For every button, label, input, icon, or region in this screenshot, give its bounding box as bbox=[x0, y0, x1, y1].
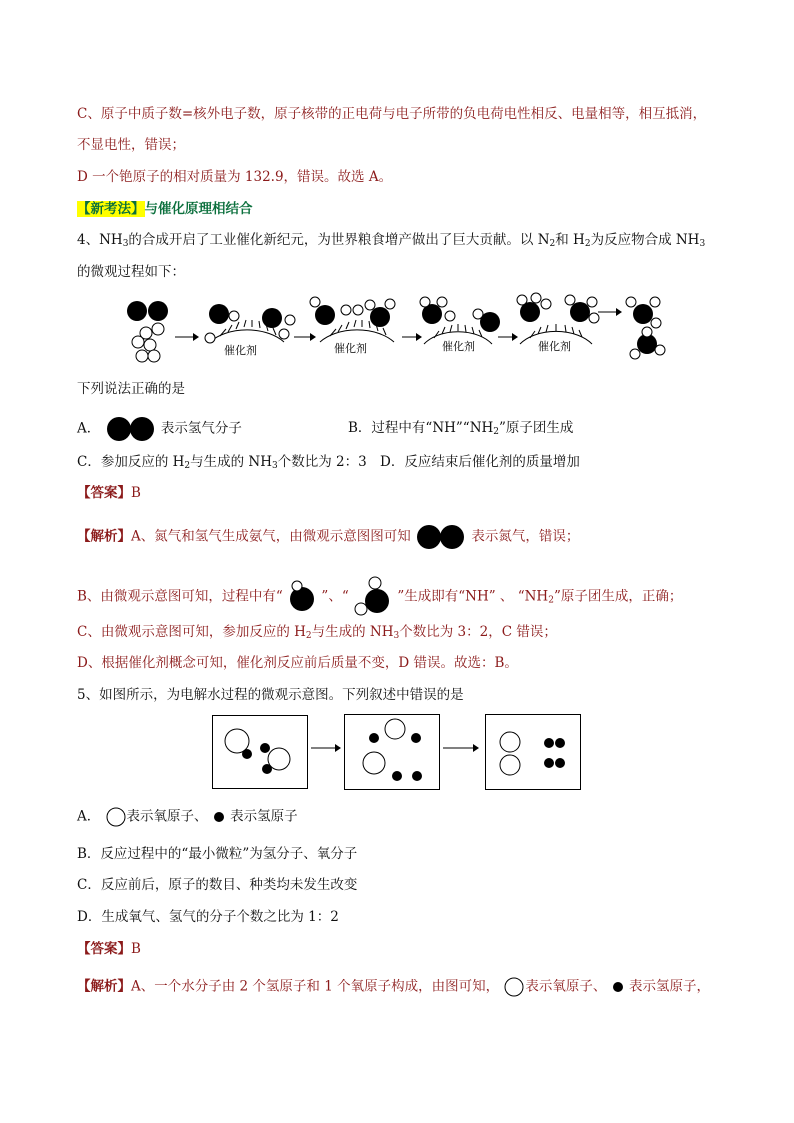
q5-arrow-1 bbox=[311, 742, 341, 754]
q4-explanation-c: C、由微观示意图可知，参加反应的 $H_2$与生成的 $NH_3$个数比为 3：2，C 错误； bbox=[77, 624, 557, 641]
catalyst-label-4: 催化剂 bbox=[538, 340, 571, 353]
arrow-1 bbox=[175, 333, 199, 341]
nh2-group-icon bbox=[353, 575, 393, 619]
q4-answer: 【答案】B bbox=[77, 485, 141, 501]
q4-explanation-d: D、根据催化剂概念可知，催化剂反应前后质量不变，D 错误。故选：B。 bbox=[77, 655, 518, 671]
oxygen-atom-icon bbox=[503, 976, 525, 998]
catalyst-stage-5 bbox=[517, 293, 599, 344]
arrow-5 bbox=[598, 308, 622, 316]
q4-option-c[interactable]: C．参加反应的 $H_2$与生成的 $NH_3$个数比为 2：3 bbox=[77, 454, 367, 471]
option-c-explanation-line2: 不显电性，错误； bbox=[77, 137, 185, 153]
catalyst-label-1: 催化剂 bbox=[224, 344, 257, 357]
q5-option-b[interactable]: B．反应过程中的“最小微粒”为氢分子、氧分子 bbox=[77, 846, 358, 862]
n2-molecule-icon bbox=[415, 522, 467, 552]
q5-arrow-2 bbox=[443, 742, 479, 754]
q5-option-c[interactable]: C．反应前后，原子的数目、种类均未发生改变 bbox=[77, 877, 358, 893]
arrow-4 bbox=[498, 333, 518, 341]
q5-explanation-a: 【解析】A、一个水分子由 2 个氢原子和 1 个氧原子构成，由图可知， 表示氧原子、 表示氢原子， bbox=[77, 976, 710, 998]
q5-stem: 5、如图所示，为电解水过程的微观示意图。下列叙述中错误的是 bbox=[77, 687, 464, 703]
catalyst-stage-3 bbox=[310, 297, 395, 342]
option-c-explanation-line1: C、原子中质子数=核外电子数，原子核带的正电荷与电子所带的负电荷电性相反、电量相等，相互抵消， bbox=[77, 106, 707, 122]
q5-option-d[interactable]: D．生成氧气、氢气的分子个数之比为 1：2 bbox=[77, 909, 339, 925]
oxygen-atom-icon bbox=[105, 806, 127, 828]
section-title: 与催化原理相结合 bbox=[144, 201, 253, 217]
q4-option-b[interactable]: B．过程中有“$NH”“NH_2$”原子团生成 bbox=[348, 420, 574, 437]
q4-prompt: 下列说法正确的是 bbox=[77, 381, 185, 397]
arrow-3 bbox=[402, 333, 422, 341]
q5-option-a[interactable]: A． 表示氧原子、 表示氢原子 bbox=[77, 806, 298, 828]
hydrogen-atom-icon bbox=[212, 810, 226, 824]
option-d-explanation: D 一个铯原子的相对质量为 132.9，错误。故选 A。 bbox=[77, 169, 393, 185]
arrow-2 bbox=[294, 333, 316, 341]
catalyst-label-2: 催化剂 bbox=[334, 342, 367, 355]
water-molecules-box bbox=[212, 715, 308, 789]
catalyst-stage-4 bbox=[420, 297, 500, 344]
q4-reaction-diagram bbox=[120, 292, 680, 364]
q5-answer: 【答案】B bbox=[77, 941, 141, 957]
separated-atoms-box bbox=[344, 714, 440, 790]
nh-group-icon bbox=[287, 580, 317, 614]
section-heading bbox=[77, 199, 253, 219]
catalyst-stage-2 bbox=[205, 304, 295, 343]
reactant-molecules bbox=[127, 301, 168, 362]
q4-option-a[interactable]: A． 表示氢气分子 bbox=[77, 415, 242, 443]
new-method-tag: 【新考法】 bbox=[77, 201, 145, 217]
q4-stem-line1: 4、$NH_3$的合成开启了工业催化新纪元，为世界粮食增产做出了巨大贡献。以 $N_2$和 $H_2$为反应物合成 $NH_3$ bbox=[77, 232, 706, 249]
catalyst-label-3: 催化剂 bbox=[442, 340, 475, 353]
hydrogen-atom-icon bbox=[611, 980, 625, 994]
q4-option-d[interactable]: D．反应结束后催化剂的质量增加 bbox=[380, 454, 580, 470]
n2-molecule-icon bbox=[105, 415, 157, 443]
q4-explanation-a: 【解析】A、氮气和氢气生成氨气，由微观示意图图可知 表示氮气，错误； bbox=[77, 522, 579, 552]
product-molecules-box bbox=[485, 714, 581, 790]
product-molecules bbox=[626, 297, 665, 359]
q4-stem-line2: 的微观过程如下： bbox=[77, 264, 185, 280]
q4-explanation-b: B、由微观示意图可知，过程中有“ ”、“ ”生成即有“NH” 、 “$NH_2$”原子团生成，正确； bbox=[77, 575, 682, 619]
